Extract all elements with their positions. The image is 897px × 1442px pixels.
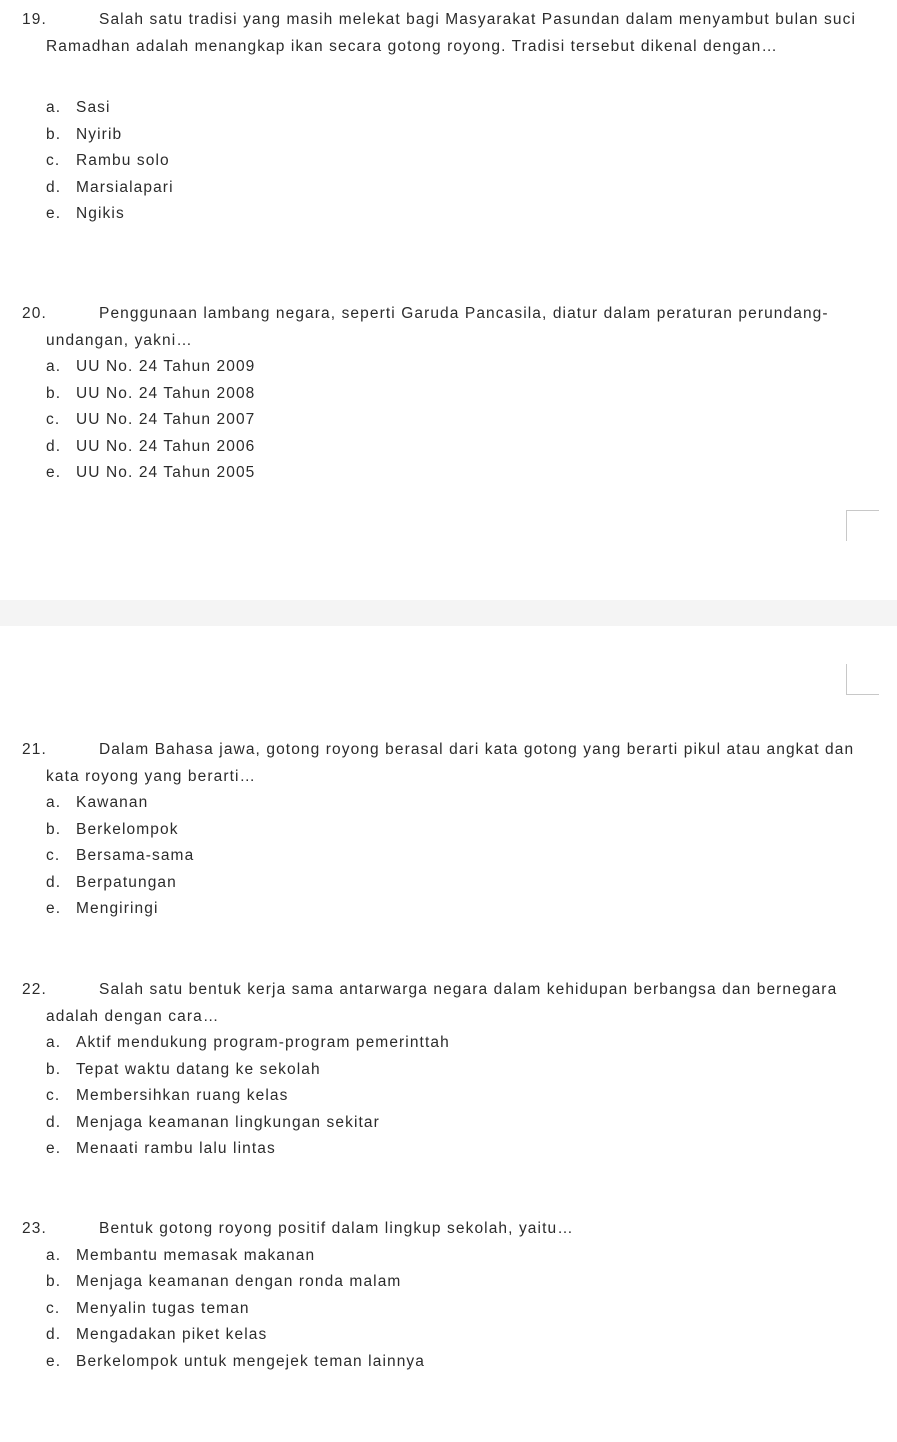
option-text: Membersihkan ruang kelas bbox=[76, 1087, 289, 1104]
question-number: 21. bbox=[22, 741, 47, 758]
answer-option-e[interactable] bbox=[22, 896, 872, 923]
option-letter: d. bbox=[46, 437, 62, 455]
question-text: Bentuk gotong royong positif dalam lingkup sekolah, yaitu… bbox=[99, 1220, 574, 1237]
answer-option-a[interactable] bbox=[22, 1243, 872, 1270]
option-text: Tepat waktu datang ke sekolah bbox=[76, 1060, 321, 1078]
option-text: Berkelompok untuk mengejek teman lainnya bbox=[76, 1352, 426, 1370]
question-text: Penggunaan lambang negara, seperti Garuda Pancasila, diatur dalam peraturan perundang-undangan, yakni… bbox=[46, 305, 829, 349]
option-text: UU No. 24 Tahun 2005 bbox=[76, 464, 256, 481]
option-text: Menjaga keamanan lingkungan sekitar bbox=[76, 1113, 380, 1131]
crop-mark-top bbox=[846, 510, 879, 541]
question-stem bbox=[22, 1216, 872, 1243]
option-letter: c. bbox=[46, 152, 61, 169]
option-letter: b. bbox=[46, 1060, 62, 1078]
option-letter: e. bbox=[46, 1352, 62, 1370]
question-number: 20. bbox=[22, 305, 47, 322]
option-text: UU No. 24 Tahun 2006 bbox=[76, 437, 256, 455]
option-letter: c. bbox=[46, 411, 61, 428]
option-letter: d. bbox=[46, 1113, 62, 1131]
option-letter: e. bbox=[46, 464, 62, 481]
option-letter: d. bbox=[46, 873, 62, 891]
option-text: Nyirib bbox=[76, 125, 123, 143]
option-letter: b. bbox=[46, 384, 62, 402]
answer-option-b[interactable] bbox=[22, 1269, 872, 1296]
answer-option-d[interactable] bbox=[22, 434, 872, 461]
option-letter: a. bbox=[46, 1246, 62, 1264]
answer-option-d[interactable] bbox=[22, 1110, 872, 1137]
answer-option-d[interactable] bbox=[22, 870, 872, 897]
answer-options bbox=[22, 1243, 872, 1376]
option-text: Aktif mendukung program-program pemerinttah bbox=[76, 1034, 450, 1051]
question-21 bbox=[22, 737, 872, 923]
question-text: Salah satu bentuk kerja sama antarwarga negara dalam kehidupan berbangsa dan bernegara adalah dengan cara… bbox=[46, 981, 838, 1025]
answer-option-c[interactable] bbox=[22, 1083, 872, 1110]
option-letter: c. bbox=[46, 1299, 61, 1317]
answer-option-c[interactable] bbox=[22, 843, 872, 870]
option-text: Rambu solo bbox=[76, 152, 170, 169]
option-text: Menaati rambu lalu lintas bbox=[76, 1140, 276, 1157]
answer-options bbox=[22, 95, 872, 228]
option-text: UU No. 24 Tahun 2009 bbox=[76, 358, 256, 375]
question-stem bbox=[22, 301, 872, 354]
option-text: Ngikis bbox=[76, 205, 125, 222]
option-letter: e. bbox=[46, 900, 62, 917]
answer-option-c[interactable] bbox=[22, 407, 872, 434]
question-stem bbox=[22, 977, 872, 1030]
option-text: Mengiringi bbox=[76, 900, 159, 917]
option-text: Mengadakan piket kelas bbox=[76, 1326, 268, 1343]
answer-option-a[interactable] bbox=[22, 354, 872, 381]
answer-option-a[interactable] bbox=[22, 95, 872, 122]
option-letter: b. bbox=[46, 820, 62, 838]
answer-option-e[interactable] bbox=[22, 1136, 872, 1163]
answer-option-c[interactable] bbox=[22, 148, 872, 175]
answer-option-e[interactable] bbox=[22, 1349, 872, 1376]
option-letter: e. bbox=[46, 205, 62, 222]
option-text: Menyalin tugas teman bbox=[76, 1299, 250, 1317]
option-letter: e. bbox=[46, 1140, 62, 1157]
option-letter: c. bbox=[46, 1087, 61, 1104]
answer-option-a[interactable] bbox=[22, 1030, 872, 1057]
option-letter: a. bbox=[46, 99, 62, 116]
question-20 bbox=[22, 301, 872, 487]
option-text: Berpatungan bbox=[76, 873, 177, 891]
option-letter: d. bbox=[46, 1326, 62, 1343]
option-letter: a. bbox=[46, 358, 62, 375]
question-stem bbox=[22, 737, 872, 790]
option-letter: b. bbox=[46, 1273, 62, 1290]
option-text: UU No. 24 Tahun 2008 bbox=[76, 384, 256, 402]
crop-mark-bottom bbox=[846, 664, 879, 695]
option-text: Bersama-sama bbox=[76, 847, 195, 864]
option-letter: a. bbox=[46, 1034, 62, 1051]
question-22 bbox=[22, 977, 872, 1163]
answer-option-c[interactable] bbox=[22, 1296, 872, 1323]
answer-option-b[interactable] bbox=[22, 381, 872, 408]
question-19 bbox=[22, 7, 872, 228]
answer-options bbox=[22, 1030, 872, 1163]
answer-options bbox=[22, 790, 872, 923]
question-stem bbox=[22, 7, 872, 60]
option-text: Sasi bbox=[76, 99, 111, 116]
option-text: UU No. 24 Tahun 2007 bbox=[76, 411, 256, 428]
question-number: 19. bbox=[22, 11, 47, 28]
answer-option-e[interactable] bbox=[22, 460, 872, 487]
option-letter: b. bbox=[46, 125, 62, 143]
answer-option-d[interactable] bbox=[22, 175, 872, 202]
question-number: 22. bbox=[22, 981, 47, 998]
option-letter: a. bbox=[46, 794, 62, 811]
answer-option-a[interactable] bbox=[22, 790, 872, 817]
answer-options bbox=[22, 354, 872, 487]
option-letter: d. bbox=[46, 178, 62, 196]
question-23 bbox=[22, 1216, 872, 1375]
page-break-band bbox=[0, 600, 897, 626]
answer-option-e[interactable] bbox=[22, 201, 872, 228]
option-text: Berkelompok bbox=[76, 820, 179, 838]
question-text: Salah satu tradisi yang masih melekat bagi Masyarakat Pasundan dalam menyambut bulan suci Ramadhan adalah menangkap ikan secara gotong royong. Tradisi tersebut dikenal dengan… bbox=[46, 11, 857, 55]
option-text: Membantu memasak makanan bbox=[76, 1246, 316, 1264]
option-text: Menjaga keamanan dengan ronda malam bbox=[76, 1273, 402, 1290]
question-number: 23. bbox=[22, 1220, 47, 1237]
answer-option-d[interactable] bbox=[22, 1322, 872, 1349]
question-text: Dalam Bahasa jawa, gotong royong berasal dari kata gotong yang berarti pikul atau angkat dan kata royong yang berarti… bbox=[46, 741, 855, 785]
answer-option-b[interactable] bbox=[22, 817, 872, 844]
answer-option-b[interactable] bbox=[22, 122, 872, 149]
option-letter: c. bbox=[46, 847, 61, 864]
option-text: Marsialapari bbox=[76, 178, 174, 196]
answer-option-b[interactable] bbox=[22, 1057, 872, 1084]
option-text: Kawanan bbox=[76, 794, 149, 811]
